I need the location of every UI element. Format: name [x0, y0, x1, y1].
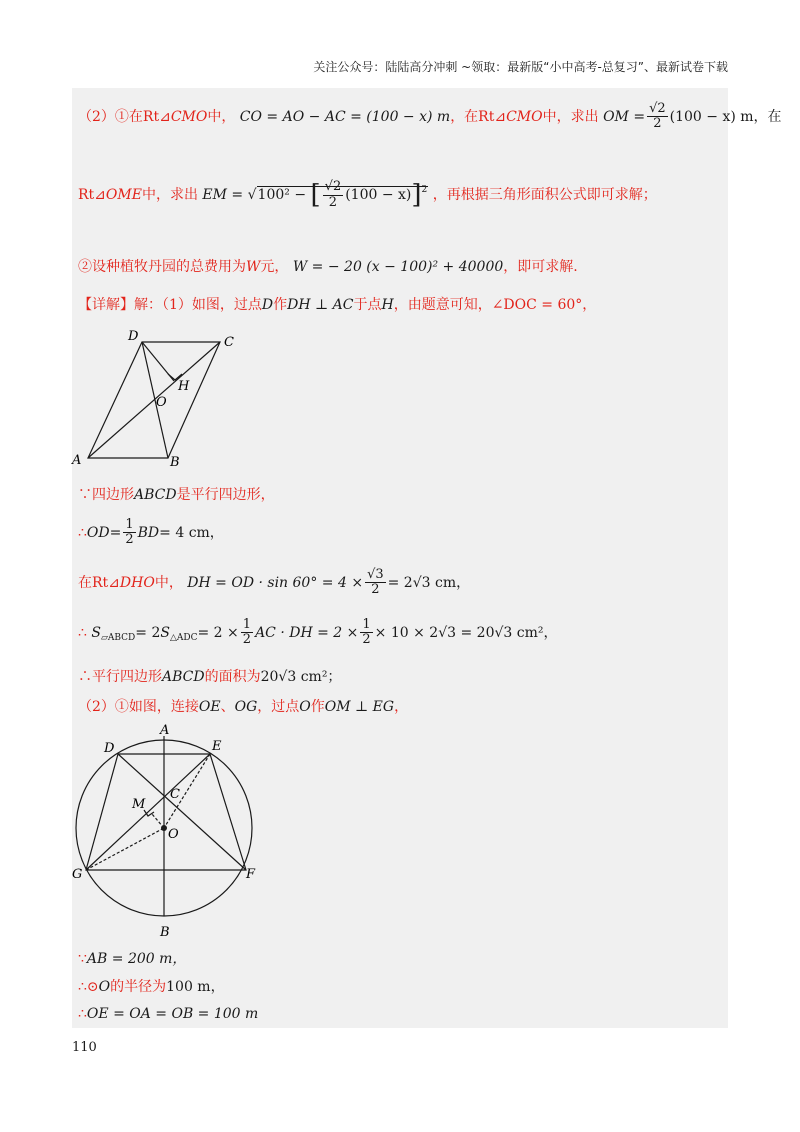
label-A: A [72, 453, 82, 468]
label-E: E [212, 739, 222, 754]
solution-line-5: ∵四边形ABCD是平行四边形， [78, 487, 275, 503]
label-F: F [246, 867, 256, 882]
parallelogram-figure [70, 328, 250, 470]
label-A: A [160, 723, 170, 738]
solution-line-11: ∵AB = 200 m， [78, 951, 187, 967]
hint-line-1: （2）①在Rt⊿CMO中， CO = AO − AC = (100 − x) m，在Rt⊿CMO中，求出 OM = $\frac{√2}{2}$ (100 − x) m，在 [78, 101, 782, 132]
label-O: O [168, 827, 179, 842]
solution-line-6: ∴OD= $\frac{1}{2}$ BD= 4 cm， [78, 517, 224, 548]
solution-line-13: ∴OE = OA = OB = 100 m [78, 1006, 259, 1022]
label-C: C [224, 335, 234, 350]
page-number: 110 [72, 1040, 97, 1055]
label-G: G [72, 867, 83, 882]
circle-figure [70, 722, 270, 946]
solution-line-12: ∴⊙O的半径为100 m， [78, 979, 225, 995]
label-H: H [178, 379, 190, 394]
page-header: 关注公众号：陆陆高分冲刺 ~领取：最新版“小中高考-总复习”、最新试卷下载 [313, 60, 728, 74]
label-M: M [132, 797, 146, 812]
label-D: D [128, 329, 139, 344]
solution-line-7: 在Rt⊿DHO中， DH = OD · sin 60° = 4 × $\frac{√3}{2}$ = 2√3 cm， [78, 567, 471, 598]
label-D: D [104, 741, 115, 756]
hint-line-2: Rt⊿OME中，求出 EM = √100² − [ $\frac{√2}{2}$ (100 − x)]$^2$ ，再根据三角形面积公式即可求解； [78, 179, 657, 210]
label-C: C [170, 787, 180, 802]
label-O: O [156, 395, 167, 410]
hint-line-3: ②设种植牧丹园的总费用为W元， W = − 20 (x − 100)² + 40000，即可求解. [78, 259, 578, 275]
solution-intro: 【详解】解：（1）如图，过点D作DH ⊥ AC于点H，由题意可知，∠DOC = 60°， [78, 297, 597, 313]
label-B: B [160, 925, 170, 940]
solution-line-10: （2）①如图，连接OE、OG，过点O作OM ⊥ EG， [78, 699, 409, 715]
label-B: B [170, 455, 180, 470]
solution-line-9: ∴平行四边形ABCD的面积为20√3 cm²； [78, 669, 342, 685]
solution-line-8: ∴ $S_{▱ABCD}= 2S_{\triangle ADC}= 2$ × $\frac{1}{2}$ AC · DH = 2 × $\frac{1}{2}$ × 10 × 2√3 = 20√3 cm²， [78, 617, 558, 648]
